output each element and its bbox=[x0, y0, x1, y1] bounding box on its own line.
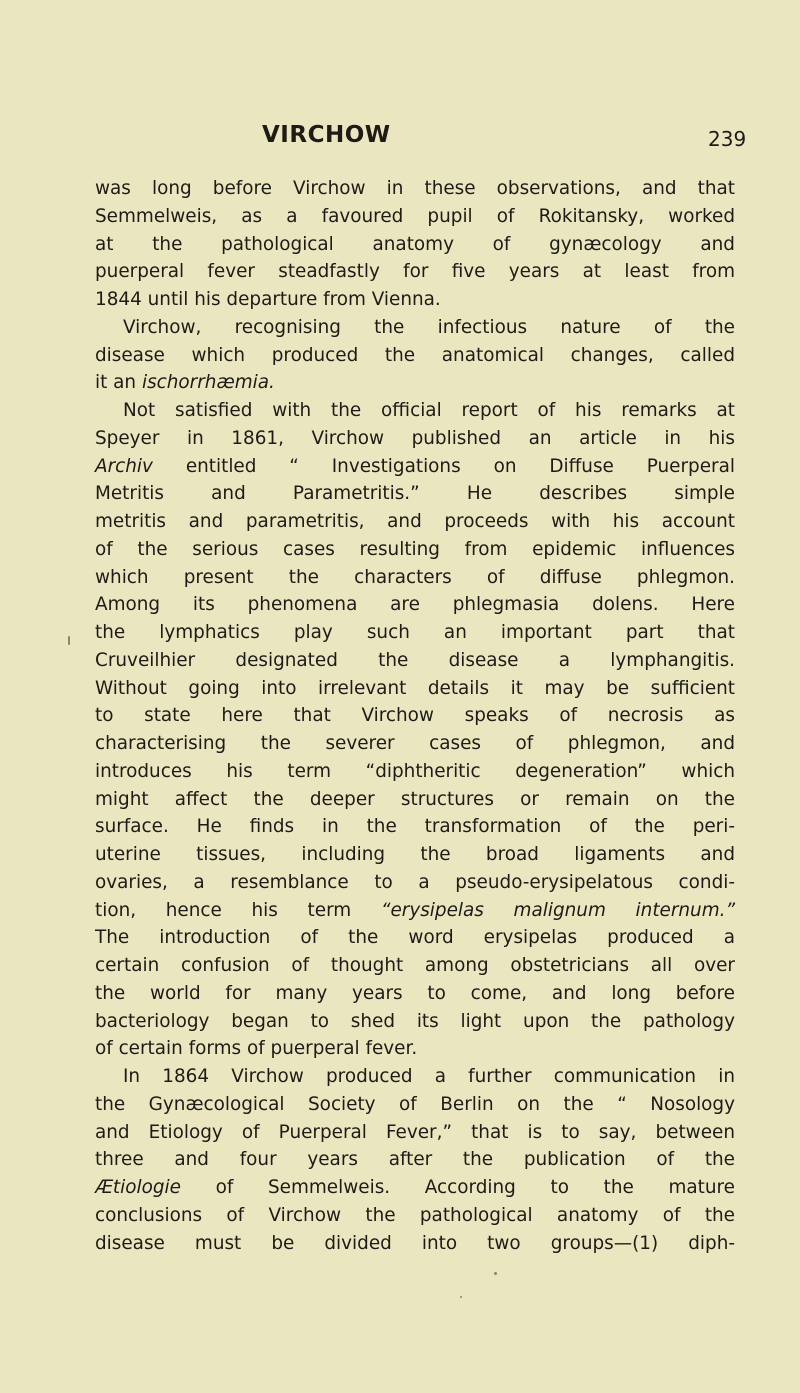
text-line: surface. He finds in the transformation of the peri- bbox=[95, 816, 735, 838]
text-line: puerperal fever steadfastly for five years at least from bbox=[95, 261, 735, 283]
paper-speck bbox=[460, 1296, 462, 1298]
text-line: Without going into irrelevant details it may be sufficient bbox=[95, 677, 735, 699]
page-number: 239 bbox=[708, 127, 747, 151]
text-line: uterine tissues, including the broad ligaments and bbox=[95, 844, 735, 865]
text-line bbox=[95, 453, 735, 481]
text-line: might affect the deeper structures or remain on the bbox=[95, 788, 735, 810]
text-line: the Gynæcological Society of Berlin on the “ Nosology bbox=[95, 1093, 735, 1115]
text-line: of the serious cases resulting from epidemic influences bbox=[95, 538, 735, 560]
paragraph-start-line: Not satisfied with the official report of his remarks at bbox=[123, 400, 735, 421]
paragraph-start-line: In 1864 Virchow produced a further communication in bbox=[123, 1066, 735, 1087]
text-line bbox=[95, 897, 735, 925]
text-line: introduces his term “diphtheritic degeneration” which bbox=[95, 760, 735, 782]
text-fragment: tion, hence his term bbox=[95, 899, 352, 921]
text-line: certain confusion of thought among obstetricians all over bbox=[95, 955, 735, 976]
italic-term: Ætiologie bbox=[95, 1177, 181, 1198]
text-line: the world for many years to come, and long before bbox=[95, 982, 735, 1004]
text-line: metritis and parametritis, and proceeds with his account bbox=[95, 511, 735, 532]
text-line bbox=[95, 369, 735, 397]
text-line: of certain forms of puerperal fever. bbox=[95, 1038, 418, 1060]
running-head: VIRCHOW bbox=[262, 122, 391, 148]
text-line: Among its phenomena are phlegmasia dolens. Here bbox=[95, 594, 735, 616]
text-line: Speyer in 1861, Virchow published an article in his bbox=[95, 427, 735, 449]
paper-speck bbox=[494, 1272, 497, 1275]
italic-term: ischorrhæmia. bbox=[141, 372, 275, 394]
text-line: disease must be divided into two groups—(1) diph- bbox=[95, 1232, 735, 1254]
text-line: at the pathological anatomy of gynæcology and bbox=[95, 233, 735, 255]
paragraph-start-line: Virchow, recognising the infectious nature of the bbox=[123, 316, 735, 338]
text-line: which present the characters of diffuse phlegmon. bbox=[95, 566, 735, 588]
text-line: Metritis and Parametritis.” He describes simple bbox=[95, 483, 735, 505]
text-line: 1844 until his departure from Vienna. bbox=[95, 289, 441, 310]
body-text bbox=[95, 175, 735, 1257]
text-line: Semmelweis, as a favoured pupil of Rokitansky, worked bbox=[95, 205, 735, 227]
text-line: was long before Virchow in these observations, and that bbox=[95, 178, 735, 199]
text-line bbox=[95, 1174, 735, 1202]
text-line: ovaries, a resemblance to a pseudo-erysipelatous condi- bbox=[95, 871, 735, 893]
text-line: and Etiology of Puerperal Fever,” that is to say, between bbox=[95, 1121, 735, 1143]
text-fragment: it an bbox=[95, 372, 137, 394]
text-line: conclusions of Virchow the pathological anatomy of the bbox=[95, 1204, 735, 1226]
text-line: characterising the severer cases of phlegmon, and bbox=[95, 733, 735, 754]
italic-term: Archiv bbox=[95, 455, 153, 477]
italic-term: “erysipelas malignum internum.” bbox=[380, 899, 736, 921]
text-fragment: entitled “ Investigations on Diffuse Puerperal bbox=[185, 455, 735, 477]
paper-speck bbox=[68, 636, 70, 645]
text-line: The introduction of the word erysipelas produced a bbox=[95, 927, 735, 949]
text-line: three and four years after the publication of the bbox=[95, 1149, 735, 1171]
text-line: Cruveilhier designated the disease a lymphangitis. bbox=[95, 649, 735, 671]
text-line: the lymphatics play such an important part that bbox=[95, 622, 735, 643]
text-line: disease which produced the anatomical changes, called bbox=[95, 344, 735, 366]
text-line: to state here that Virchow speaks of necrosis as bbox=[95, 705, 735, 727]
text-fragment: of Semmelweis. According to the mature bbox=[215, 1177, 735, 1198]
text-line: bacteriology began to shed its light upon the pathology bbox=[95, 1010, 735, 1032]
